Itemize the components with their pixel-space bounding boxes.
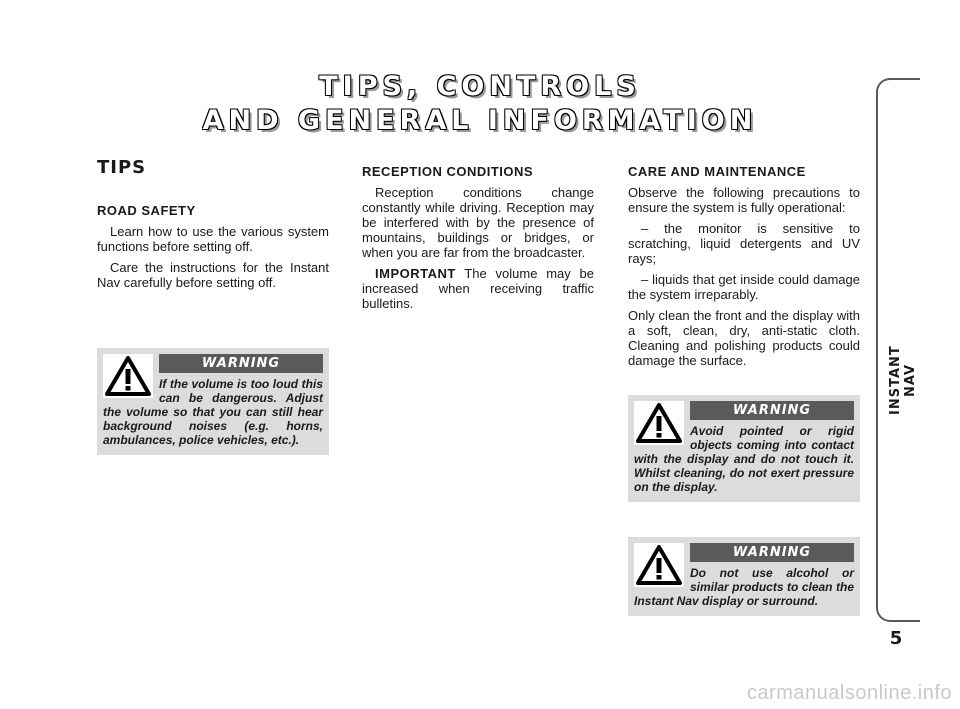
page-number: 5 (889, 628, 903, 649)
column-care (628, 160, 860, 374)
page-title-line2: AND GENERAL INFORMATION (202, 105, 758, 136)
column-reception (362, 160, 594, 317)
sub-title-care-maintenance: CARE AND MAINTENANCE (628, 164, 806, 179)
road-safety-para1: Learn how to use the various system functions before setting off. (97, 224, 329, 254)
care-item2: – liquids that get inside could damage the system irreparably. (628, 272, 860, 302)
warning-label: WARNING (159, 354, 323, 373)
warning-text: Do not use alcohol or similar products to clean the Instant Nav display or surround. (634, 566, 854, 608)
warning-triangle-icon (634, 543, 684, 587)
warning-text: Avoid pointed or rigid objects coming into contact with the display and do not touch it. Whilst cleaning, do not exert pressure on the display. (634, 424, 854, 494)
page-title-line1: TIPS, CONTROLS (319, 71, 641, 102)
warning-triangle-icon (103, 354, 153, 398)
watermark: carmanualsonline.info (746, 682, 952, 704)
warning-box-rigid-objects (628, 395, 860, 502)
important-text: The volume may be increased when receiving traffic bulletins. (362, 266, 594, 311)
warning-label: WARNING (690, 401, 854, 420)
road-safety-para2: Care the instructions for the Instant Nav carefully before setting off. (97, 260, 329, 290)
warning-label: WARNING (690, 543, 854, 562)
sub-title-road-safety: ROAD SAFETY (97, 203, 196, 218)
warning-triangle-icon (634, 401, 684, 445)
reception-important (362, 266, 594, 311)
section-title-tips: TIPS (97, 157, 147, 178)
care-para2: Only clean the front and the display with a soft, clean, dry, anti-static cloth. Cleaning and polishing products could damage the surface. (628, 308, 860, 368)
sub-title-reception-conditions: RECEPTION CONDITIONS (362, 164, 534, 179)
reception-para1: Reception conditions change constantly while driving. Reception may be interfered with by the presence of mountains, buildings or bridges, or when you are far from the broadcaster. (362, 185, 594, 260)
warning-text: If the volume is too loud this can be dangerous. Adjust the volume so that you can still hear background noises (e.g. horns, ambulances, police vehicles, etc.). (103, 377, 323, 447)
side-section-label: INSTANT NAV (888, 345, 918, 415)
care-para1: Observe the following precautions to ensure the system is fully operational: (628, 185, 860, 215)
warning-box-volume (97, 348, 329, 455)
page-title (0, 70, 960, 138)
column-tips (97, 157, 329, 296)
warning-box-alcohol (628, 537, 860, 616)
important-label: IMPORTANT (375, 266, 456, 281)
care-item1: – the monitor is sensitive to scratching, liquid detergents and UV rays; (628, 221, 860, 266)
